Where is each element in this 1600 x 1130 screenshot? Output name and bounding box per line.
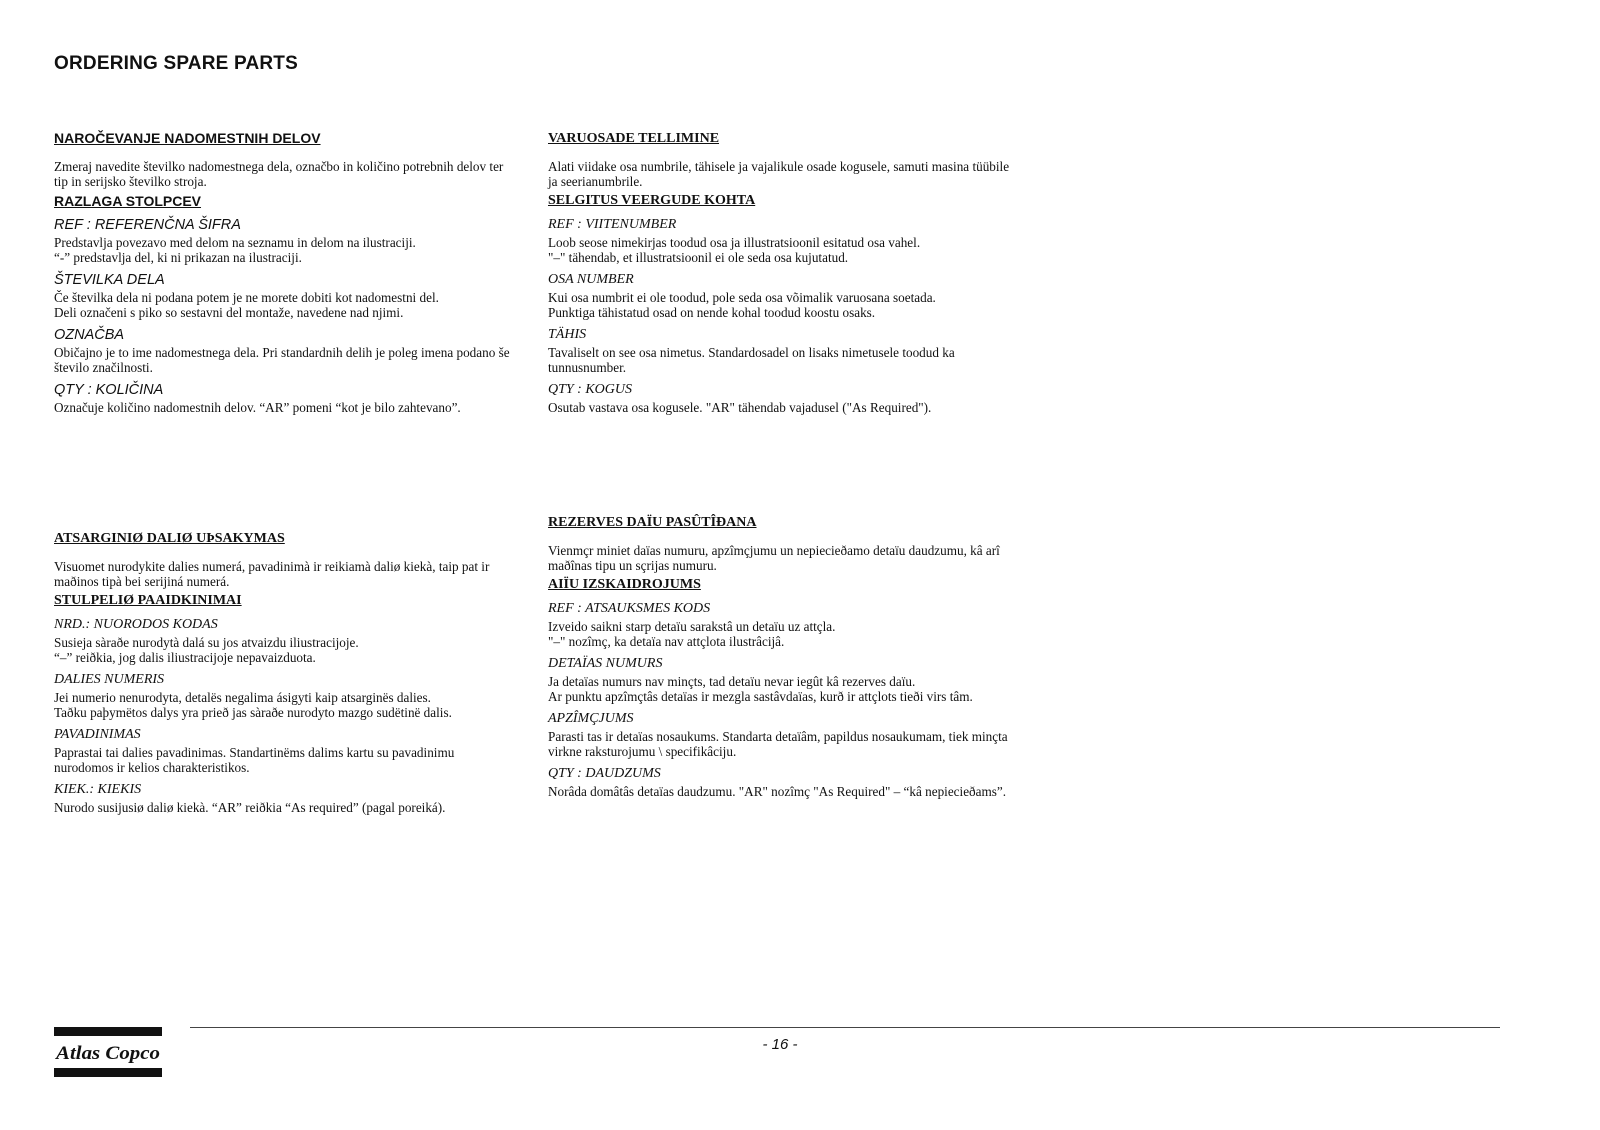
section-latvian [548,514,1010,799]
page-number: - 16 - [762,1036,798,1053]
columns-heading: AIÏU IZSKAIDROJUMS [548,577,701,592]
columns-heading: RAZLAGA STOLPCEV [54,193,202,209]
item-text: Jei numerio nenurodyta, detalës negalima ásigyti kaip atsarginës dalies. Taðku paþymëtos dalys yra prieð jas sàraðe nurodyto mazgo sudëtinë dalis. [54,690,452,720]
item-label: REF : VIITENUMBER [548,217,677,232]
item-text: Parasti tas ir detaïas nosaukums. Standarta detaïâm, papildus nosaukumam, tiek minçta virkne raksturojumu \ specifikâciju. [548,729,1008,759]
section-intro: Zmeraj navedite številko nadomestnega dela, označbo in količino potrebnih delov ter tip in serijsko številko stroja. [54,159,504,189]
item-label: OSA NUMBER [548,272,634,287]
item-text: Predstavlja povezavo med delom na seznamu in delom na ilustraciji. “-” predstavlja del, ki ni prikazan na ilustraciji. [54,235,416,265]
page-title: ORDERING SPARE PARTS [54,53,298,74]
item-label: QTY : KOLIČINA [54,382,164,398]
section-estonian [548,130,1010,415]
item-label: NRD.: NUORODOS KODAS [54,617,218,632]
item-text: Osutab vastava osa kogusele. "AR" tähendab vajadusel ("As Required"). [548,400,932,415]
item-text: Loob seose nimekirjas toodud osa ja illustratsioonil esitatud osa vahel. "–" tähendab, et illustratsioonil ei ole seda osa kujutatud. [548,235,921,265]
item-label: DETAÏAS NUMURS [548,656,663,671]
item-label: OZNAČBA [54,327,125,343]
item-text: Norâda domâtâs detaïas daudzumu. "AR" nozîmç "As Required" – “kâ nepiecieðams”. [548,784,1007,799]
section-lithuanian [54,530,516,815]
item-text: Susieja sàraðe nurodytà dalá su jos atvaizdu iliustracijoje. “–” reiðkia, jog dalis iliustracijoje nepavaizduota. [54,635,359,665]
item-label: QTY : DAUDZUMS [548,766,661,781]
item-text: Če številka dela ni podana potem je ne morete dobiti kot nadomestni del. Deli označeni s piko so sestavni del montaže, navedene nad njimi. [54,290,439,320]
item-label: APZÎMÇJUMS [548,711,634,726]
section-slovenian [54,130,516,415]
item-label: ŠTEVILKA DELA [54,272,165,288]
atlas-copco-logo [54,1027,162,1079]
item-label: PAVADINIMAS [54,727,141,742]
item-label: QTY : KOGUS [548,382,633,397]
footer-divider [190,1027,1500,1028]
logo-text: Atlas Copco [54,1043,160,1064]
item-text: Običajno je to ime nadomestnega dela. Pri standardnih delih je poleg imena podano še število značilnosti. [54,345,510,375]
columns-heading: STULPELIØ PAAIDKINIMAI [54,593,242,608]
section-heading: VARUOSADE TELLIMINE [548,131,720,146]
item-text: Paprastai tai dalies pavadinimas. Standartinëms dalims kartu su pavadinimu nurodomos ir kelios charakteristikos. [54,745,455,775]
section-heading: REZERVES DAÏU PASÛTÎÐANA [548,515,757,530]
item-label: DALIES NUMERIS [54,672,165,687]
item-label: REF : ATSAUKSMES KODS [548,601,711,616]
item-text: Ja detaïas numurs nav minçts, tad detaïu nevar iegût kâ rezerves daïu. Ar punktu apzîmçtâs detaïas ir mezgla sastâvdaïas, kurð ir attçlots tieði virs tâm. [548,674,973,704]
section-heading: ATSARGINIØ DALIØ UÞSAKYMAS [54,531,285,546]
item-label: REF : REFERENČNA ŠIFRA [54,217,241,233]
columns-heading: SELGITUS VEERGUDE KOHTA [548,193,756,208]
item-text: Tavaliselt on see osa nimetus. Standardosadel on lisaks nimetusele toodud ka tunnusnumber. [548,345,955,375]
section-heading: NAROČEVANJE NADOMESTNIH DELOV [54,130,321,146]
item-text: Nurodo susijusiø daliø kiekà. “AR” reiðkia “As required” (pagal poreiká). [54,800,446,815]
item-label: TÄHIS [548,327,587,342]
section-intro: Alati viidake osa numbrile, tähisele ja vajalikule osade kogusele, samuti masina tüübile ja seerianumbrile. [548,159,1010,189]
item-text: Kui osa numbrit ei ole toodud, pole seda osa võimalik varuosana soetada. Punktiga tähistatud osad on nende kohal toodud koostu osaks. [548,290,936,320]
section-intro: Visuomet nurodykite dalies numerá, pavadinimà ir reikiamà daliø kiekà, taip pat ir maðinos tipà bei serijiná numerá. [54,559,490,589]
item-text: Označuje količino nadomestnih delov. “AR” pomeni “kot je bilo zahtevano”. [54,400,461,415]
item-label: KIEK.: KIEKIS [54,782,142,797]
item-text: Izveido saikni starp detaïu sarakstâ un detaïu uz attçla. "–" nozîmç, ka detaïa nav attçlota ilustrâcijâ. [548,619,836,649]
section-intro: Vienmçr miniet daïas numuru, apzîmçjumu un nepiecieðamo detaïu daudzumu, kâ arî maðînas tipu un sçrijas numuru. [548,543,1000,573]
